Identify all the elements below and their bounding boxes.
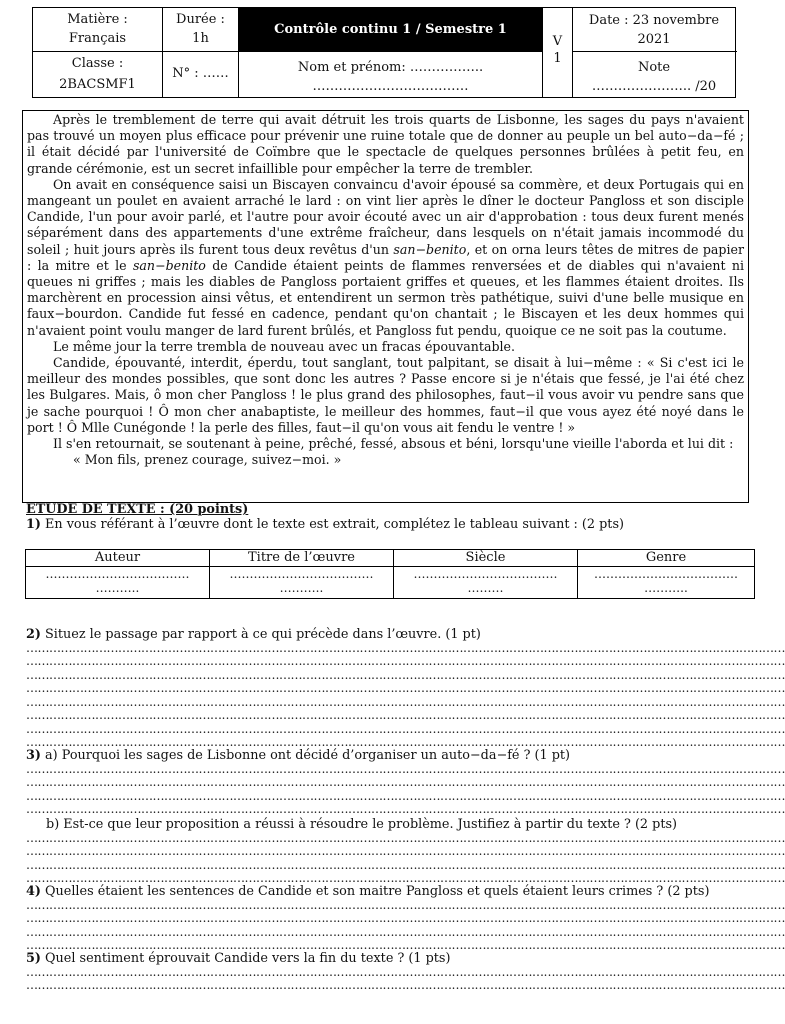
answer-line[interactable]: ……………………………………………………………………………………………………………………………………………………………………………… <box>26 668 785 682</box>
section-title: ETUDE DE TEXTE : (20 points) <box>26 502 249 517</box>
classe-label: Classe : <box>71 56 124 71</box>
answer-line[interactable]: ……………………………………………………………………………………………………………………………………………………………………………… <box>26 858 785 872</box>
note-cell <box>573 52 735 97</box>
classe-value: 2BACSMF1 <box>59 77 136 92</box>
note-label: Note <box>637 60 671 75</box>
answer-line[interactable]: ……………………………………………………………………………………………………………………………………………………………………………… <box>26 925 785 939</box>
paragraph: « Mon fils, prenez courage, suivez−moi. » <box>73 452 342 468</box>
version-cell: V 1 <box>543 8 573 97</box>
answer-line[interactable]: ……………………………………………………………………………………………………………………………………………………………………………… <box>26 708 785 722</box>
paragraph: Après le tremblement de terre qui avait détruit les trois quarts de Lisbonne, les sages du pays n'avaient pas trouvé un moyen plus efficace pour prévenir une ruine totale que de donner au peuple un bel auto−da−fé ; il était décidé par l'université de Coïmbre que le spectacle de quelques personnes brûlées à petit feu, en grande cérémonie, est un secret infaillible pour empêcher la terre de trembler. <box>27 112 744 176</box>
answer-line[interactable]: ……………………………………………………………………………………………………………………………………………………………………………… <box>26 844 785 858</box>
date-cell: Date : 23 novembre 2021 <box>588 13 720 47</box>
table-header: Auteur <box>26 550 210 566</box>
answer-line[interactable]: ……………………………………………………………………………………………………………………………………………………………………………… <box>26 762 785 776</box>
exam-title: Contrôle continu 1 / Semestre 1 <box>239 8 543 51</box>
table-header: Siècle <box>394 550 578 566</box>
paragraph: On avait en conséquence saisi un Biscayen convaincu d'avoir épousé sa commère, et deux Portugais qui en mangeant un poulet en avaient arraché le lard : on vint lier après le dîner le docteur Pangloss et son disciple Candide, l'un pour avoir parlé, et l'autre pour avoir écouté avec un air d'approbation : tous deux furent menés séparément dans des appartements d'une extrême fraîcheur, dans lesquels on n'était jamais incommodé du soleil ; huit jours après ils furent tous deux revêtus d'un san−benito, et on orna leurs têtes de mitres de papier : la mitre et le san−benito de Candide étaient peints de flammes renversées et de diables qui n'avaient ni queues ni griffes ; mais les diables de Pangloss portaient griffes et queues, et les flammes étaient droites. Ils marchèrent en procession ainsi vêtus, et entendirent un sermon très pathétique, suivi d'une belle musique en faux−bourdon. Candide fut fessé en cadence, pendant qu'on chantait ; le Biscayen et les deux hommes qui n'avaient point voulu manger de lard furent brûlés, et Pangloss fut pendu, quoique ce ne soit pas la coutume. <box>27 176 744 338</box>
answer-line[interactable]: ……………………………………………………………………………………………………………………………………………………………………………… <box>26 911 785 925</box>
table-cell-siecle[interactable]: ……………………………… ……… <box>394 567 578 599</box>
paragraph: Il s'en retournait, se soutenant à peine, prêché, fessé, absous et béni, lorsqu'une vieille l'aborda et lui dit : <box>53 436 734 452</box>
answer-line[interactable]: ……………………………………………………………………………………………………………………………………………………………………………… <box>26 722 785 736</box>
paragraph: Le même jour la terre trembla de nouveau avec un fracas épouvantable. <box>53 338 516 354</box>
matiere-value: Français <box>68 31 127 46</box>
answer-line[interactable]: ……………………………………………………………………………………………………………………………………………………………………………… <box>26 802 785 816</box>
answer-line[interactable]: ……………………………………………………………………………………………………………………………………………………………………………… <box>26 898 785 912</box>
table-cell-auteur[interactable]: ……………………………… ……….. <box>26 567 210 599</box>
question-2: 2) Situez le passage par rapport à ce qui précède dans l’œuvre. (1 pt) <box>26 627 481 642</box>
question-3a: 3) a) Pourquoi les sages de Lisbonne ont décidé d’organiser un auto−da−fé ? (1 pt) <box>26 748 571 763</box>
answer-line[interactable]: ……………………………………………………………………………………………………………………………………………………………………………… <box>26 871 785 885</box>
answer-line[interactable]: ……………………………………………………………………………………………………………………………………………………………………………… <box>26 641 785 655</box>
note-field[interactable]: ………………….. /20 <box>591 79 717 94</box>
nom-field[interactable]: ……………………………… <box>312 79 469 94</box>
answer-line[interactable]: ……………………………………………………………………………………………………………………………………………………………………………… <box>26 775 785 789</box>
numero-field[interactable]: N° : …… <box>172 66 229 81</box>
nom-cell <box>239 52 543 97</box>
answer-line[interactable]: ……………………………………………………………………………………………………………………………………………………………………………… <box>26 695 785 709</box>
table-header: Titre de l’œuvre <box>210 550 394 566</box>
matiere-cell <box>33 8 163 51</box>
table-header: Genre <box>645 550 687 565</box>
duree-value: 1h <box>192 31 209 46</box>
answer-line[interactable]: ……………………………………………………………………………………………………………………………………………………………………………… <box>26 735 785 749</box>
info-table <box>25 549 755 599</box>
numero-cell <box>163 52 239 97</box>
question-4: 4) Quelles étaient les sentences de Candide et son maitre Pangloss et quels étaient leurs crimes ? (2 pts) <box>26 884 710 899</box>
answer-line[interactable]: ……………………………………………………………………………………………………………………………………………………………………………… <box>26 831 785 845</box>
header-table <box>32 7 736 98</box>
question-3b: b) Est-ce que leur proposition a réussi à résoudre le problème. Justifiez à partir du texte ? (2 pts) <box>46 817 678 832</box>
duree-cell <box>163 8 239 51</box>
answer-line[interactable]: ……………………………………………………………………………………………………………………………………………………………………………… <box>26 978 785 992</box>
classe-cell <box>33 52 163 97</box>
answer-line[interactable]: ……………………………………………………………………………………………………………………………………………………………………………… <box>26 938 785 952</box>
text-passage <box>22 110 749 503</box>
answer-line[interactable]: ……………………………………………………………………………………………………………………………………………………………………………… <box>26 789 785 803</box>
duree-label: Durée : <box>176 12 225 27</box>
paragraph: Candide, épouvanté, interdit, éperdu, tout sanglant, tout palpitant, se disait à lui−même : « Si c'est ici le meilleur des mondes possibles, que sont donc les autres ? Passe encore si je n'étais que fessé, je l'ai été chez les Bulgares. Mais, ô mon cher Pangloss ! le plus grand des philosophes, faut−il vous avoir vu pendre sans que je sache pourquoi ! Ô mon cher anabaptiste, le meilleur des hommes, faut−il que vous ayez été noyé dans le port ! Ô Mlle Cunégonde ! la perle des filles, faut−il qu'on vous ait fendu le ventre ! » <box>27 355 744 435</box>
table-cell-genre[interactable]: ……………………………… ……….. <box>594 567 738 595</box>
answer-line[interactable]: ……………………………………………………………………………………………………………………………………………………………………………… <box>26 654 785 668</box>
answer-line[interactable]: ……………………………………………………………………………………………………………………………………………………………………………… <box>26 965 785 979</box>
table-cell-titre[interactable]: ……………………………… ……….. <box>210 567 394 599</box>
matiere-label: Matière : <box>67 12 128 27</box>
question-1: 1) En vous référant à l’œuvre dont le texte est extrait, complétez le tableau suivant : (2 pts) <box>26 517 625 532</box>
question-5: 5) Quel sentiment éprouvait Candide vers la fin du texte ? (1 pts) <box>26 951 451 966</box>
answer-line[interactable]: ……………………………………………………………………………………………………………………………………………………………………………… <box>26 681 785 695</box>
nom-label: Nom et prénom: …………….. <box>297 60 484 75</box>
